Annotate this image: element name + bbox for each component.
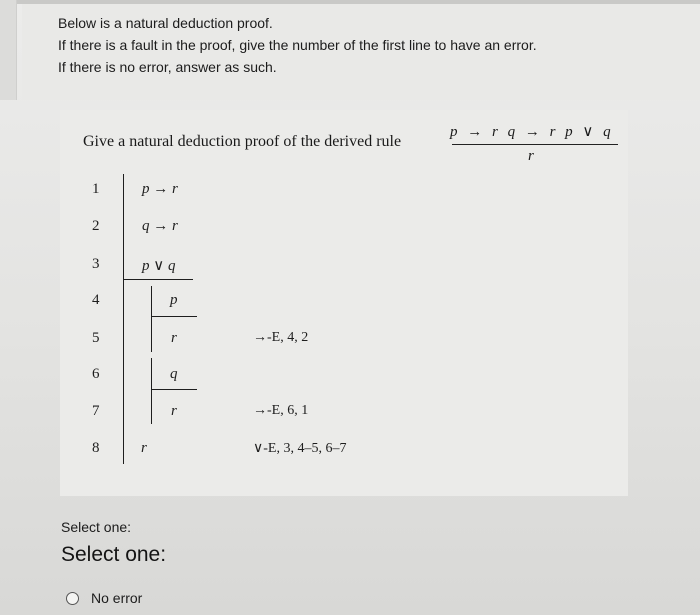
line-justification: ∨-E, 3, 4–5, 6–7	[253, 441, 347, 456]
line-number: 8	[92, 440, 100, 456]
proof-main-bar	[123, 174, 124, 464]
question-intro	[58, 12, 678, 78]
rule-premises: p → r q → r p ∨ q	[450, 124, 611, 140]
premise-separator	[123, 279, 193, 280]
line-number: 1	[92, 181, 100, 197]
line-formula: q → r	[142, 218, 178, 234]
line-justification: →-E, 6, 1	[253, 403, 309, 418]
line-number: 5	[92, 330, 100, 346]
intro-line-2: If there is a fault in the proof, give the number of the first line to have an error.	[58, 37, 537, 53]
rule-caption: Give a natural deduction proof of the derived rule	[83, 133, 402, 150]
intro-line-1: Below is a natural deduction proof.	[58, 15, 273, 31]
rule-bar	[452, 144, 618, 145]
select-prompt-heading: Select one:	[61, 543, 167, 566]
radio-button[interactable]	[66, 592, 79, 605]
line-formula: p → r	[142, 181, 178, 197]
line-formula: r	[171, 403, 177, 419]
line-number: 4	[92, 292, 100, 308]
line-formula: p ∨ q	[142, 258, 176, 274]
subproof-2-bar	[151, 358, 152, 424]
line-formula: r	[171, 330, 177, 346]
line-justification: →-E, 4, 2	[253, 330, 309, 345]
line-formula: p	[170, 292, 178, 308]
rule-conclusion: r	[528, 148, 534, 164]
subproof-1-bar	[151, 286, 152, 352]
line-number: 7	[92, 403, 100, 419]
derived-rule	[448, 122, 620, 172]
line-number: 3	[92, 256, 100, 272]
intro-line-3: If there is no error, answer as such.	[58, 59, 277, 75]
subproof-2-separator	[151, 389, 197, 390]
subproof-1-separator	[151, 316, 197, 317]
line-formula: r	[141, 440, 147, 456]
line-formula: q	[170, 366, 178, 382]
question-info-edge	[0, 0, 17, 100]
line-number: 6	[92, 366, 100, 382]
line-number: 2	[92, 218, 100, 234]
option-label: No error	[91, 590, 143, 606]
select-prompt-small: Select one:	[61, 519, 132, 535]
option-no-error[interactable]	[66, 587, 142, 609]
